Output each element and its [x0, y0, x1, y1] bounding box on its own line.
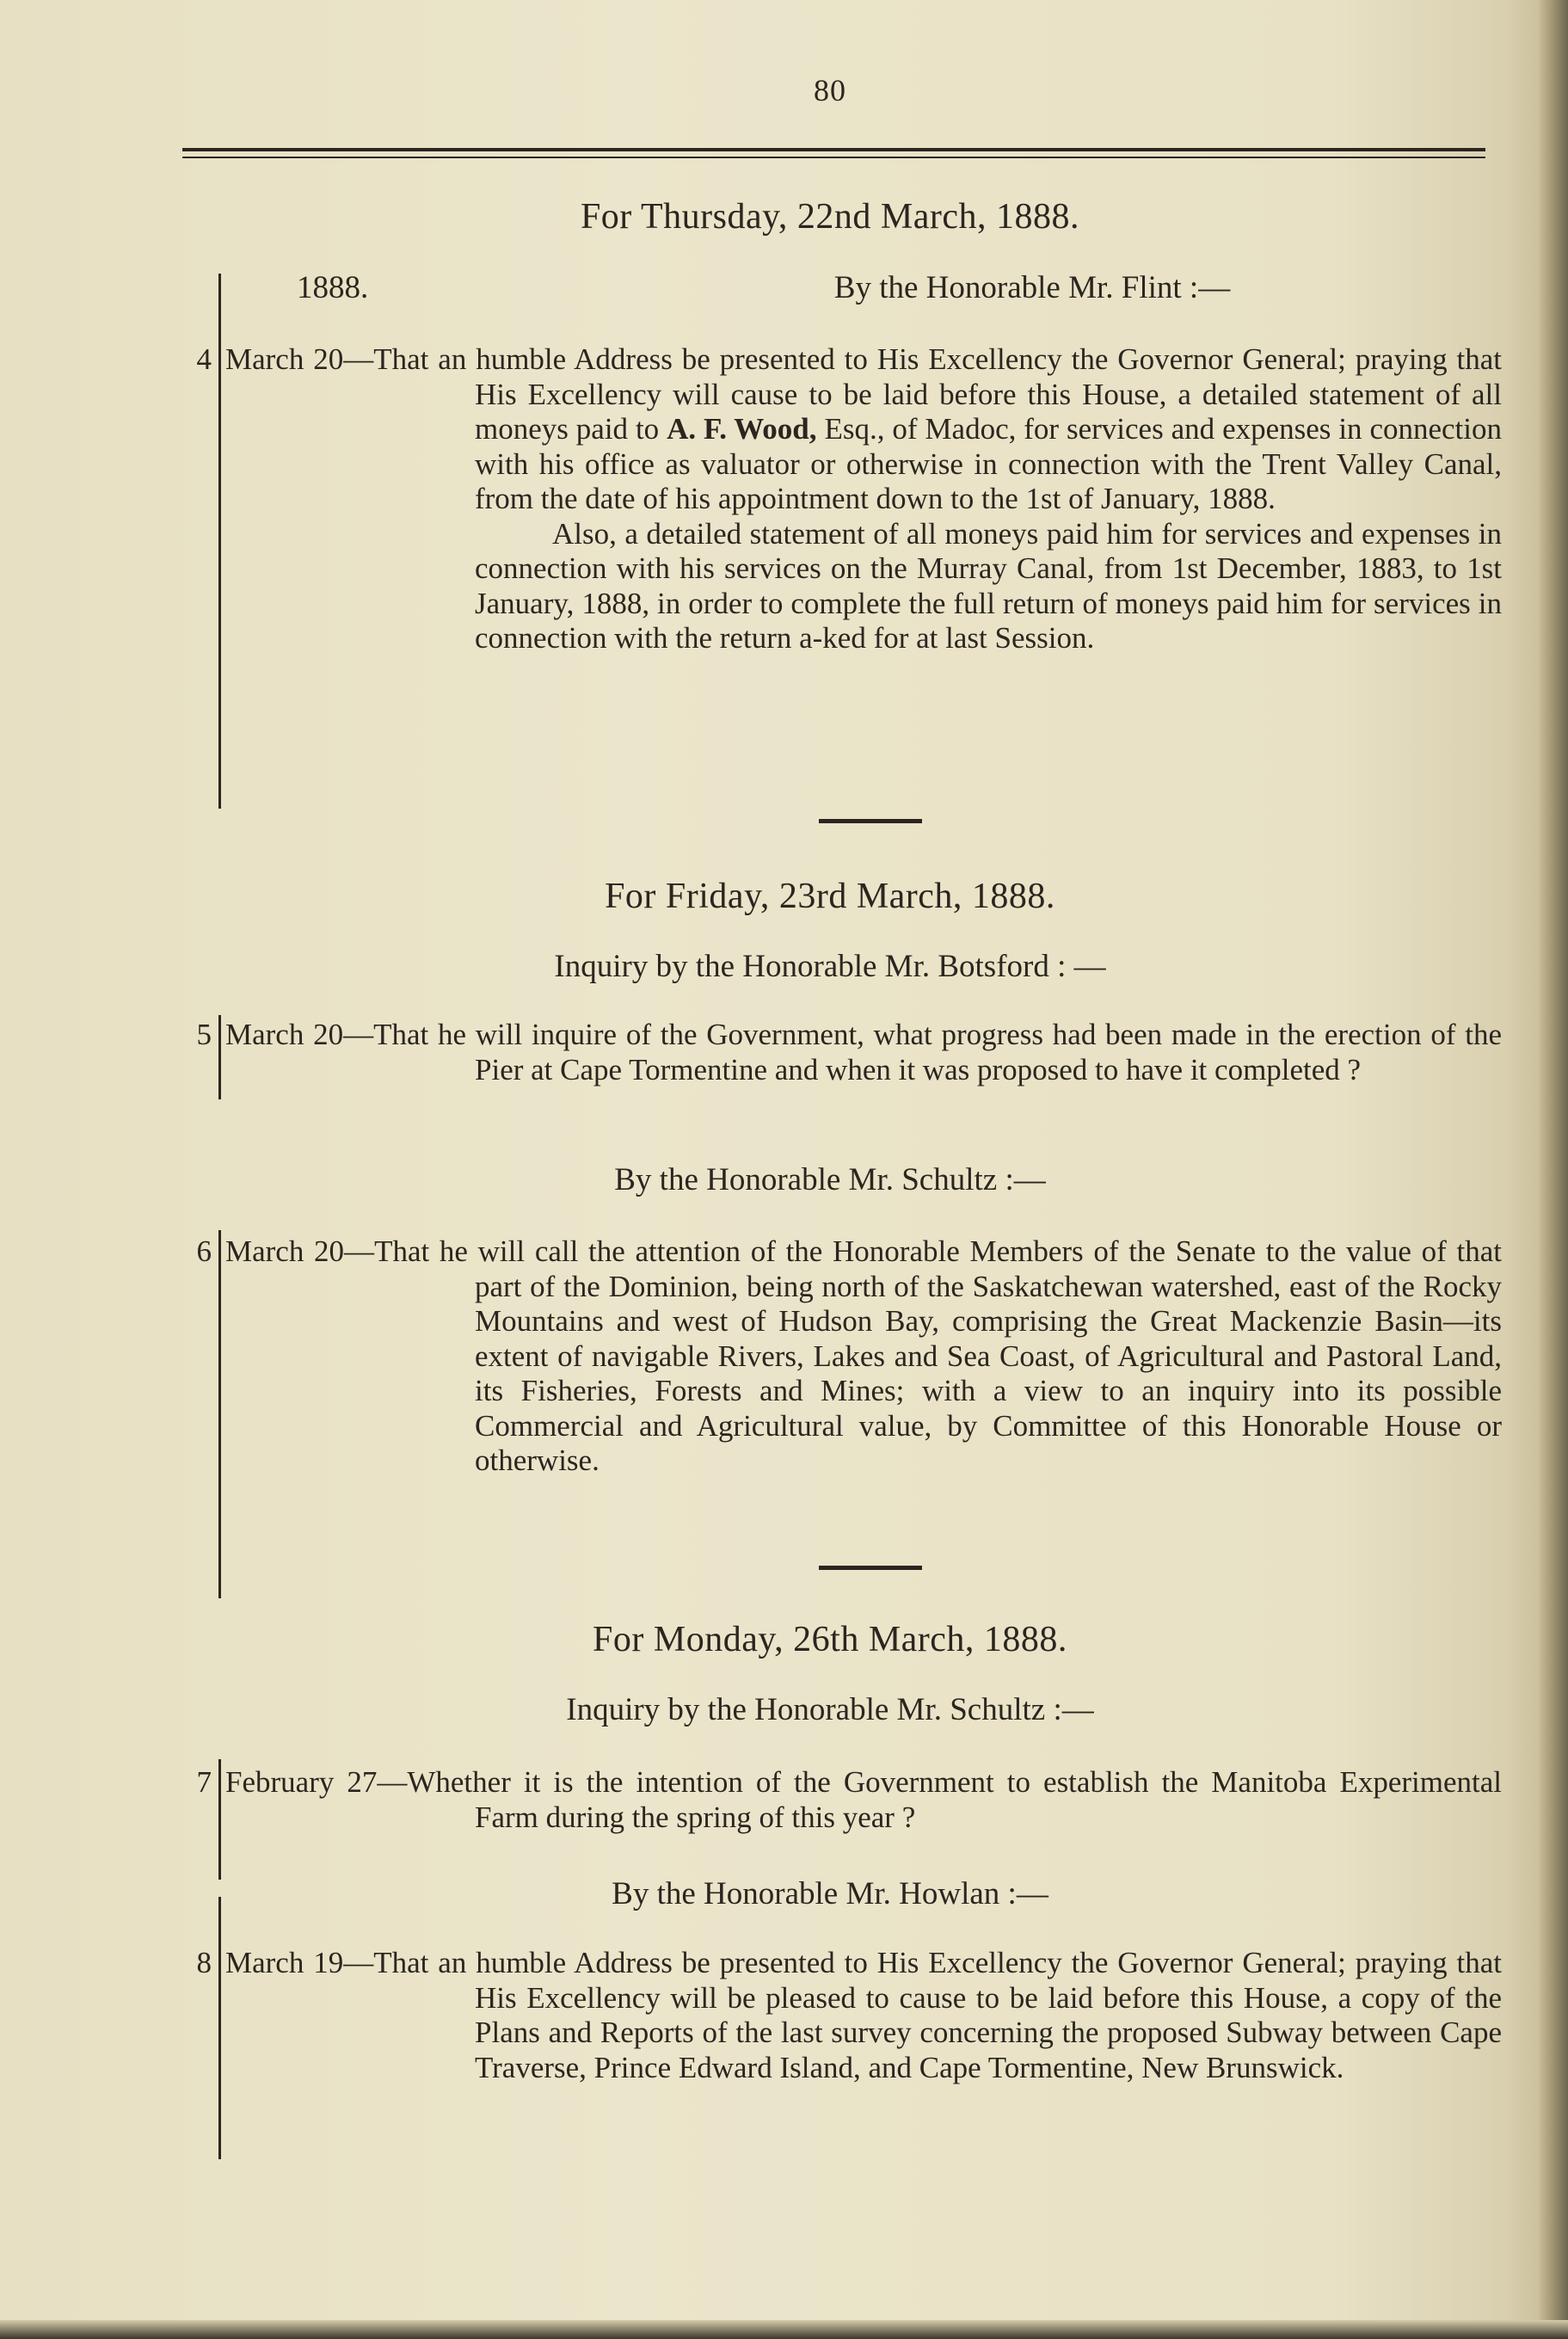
section-heading-monday: For Monday, 26th March, 1888. — [593, 1620, 1067, 1659]
margin-bar — [218, 274, 221, 809]
entry-motion-4 — [225, 342, 1502, 656]
entry-body: Whether it is the intention of the Government to establish the Manitoba Experimental Farm during the spring of this year ? — [407, 1765, 1502, 1834]
page-number: 80 — [814, 73, 846, 108]
entry-inquiry-5 — [225, 1018, 1502, 1087]
entry-body-cont: Esq., of Madoc, for services and expenses in connection with his office as valuator or otherwise in connection with the Trent Valley Canal, from the date of his appointment down to the 1st of January, 1888. — [475, 412, 1503, 515]
section-heading-thursday: For Thursday, 22nd March, 1888. — [580, 197, 1080, 237]
margin-bar — [218, 1897, 221, 2159]
entry-date: March 20— — [225, 1018, 374, 1051]
entry-motion-6 — [225, 1234, 1502, 1479]
entry-paragraph-2: Also, a detailed statement of all moneys paid him for services and expenses in connection with his services on the Murray Canal, from 1st December, 1883, to 1st January, 1888, in order to complete the full return of moneys paid him for services in connection with the return a-ked for at last Session. — [475, 516, 1502, 655]
entry-number: 4 — [196, 342, 212, 376]
entry-body: That he will inquire of the Government, what progress had been made in the erection of the Pier at Cape Tormentine and when it was proposed to have it completed ? — [373, 1018, 1502, 1086]
entry-body: That an humble Address be presented to His Excellency the Governor General; praying that His Excellency will cause to be laid before this House, a detailed statement of all moneys paid to — [373, 342, 1502, 446]
entry-date: March 20— — [225, 342, 374, 376]
entry-date: March 19— — [225, 1946, 374, 1979]
margin-bar — [218, 1759, 221, 1880]
year-label: 1888. — [297, 270, 369, 305]
entry-date: March 20— — [225, 1234, 375, 1268]
subheading-schultz: By the Honorable Mr. Schultz :— — [614, 1162, 1046, 1197]
margin-bar — [218, 1015, 221, 1099]
entry-number: 8 — [196, 1946, 212, 1979]
entry-date: February 27— — [225, 1765, 408, 1799]
entry-inquiry-7 — [225, 1765, 1502, 1835]
entry-body: That he will call the attention of the Honorable Members of the Senate to the value of that part of the Dominion, being north of the Saskatchewan watershed, east of the Rocky Mountains and west of Hudson Bay, comprising the Great Mackenzie Basin—its extent of navigable Rivers, Lakes and Sea Coast, of Agricultural and Pastoral Land, its Fisheries, Forests and Mines; with a view to an inquiry into its possible Commercial and Agricultural value, by Committee of this Honorable House or otherwise. — [374, 1234, 1502, 1477]
section-divider — [819, 1566, 922, 1570]
entry-bold-name: A. F. Wood, — [667, 412, 817, 446]
entry-body: That an humble Address be presented to His Excellency the Governor General; praying that His Excellency will be pleased to cause to be laid before this House, a copy of the Plans and Reports of the last survey concerning the proposed Subway between Cape Traverse, Prince Edward Island, and Cape Tormentine, New Brunswick. — [373, 1946, 1502, 2084]
entry-number: 6 — [196, 1234, 212, 1268]
header-rule-thin — [182, 157, 1485, 158]
entry-motion-8 — [225, 1946, 1502, 2085]
header-rule — [182, 148, 1485, 151]
page-bottom-edge — [0, 2320, 1568, 2339]
entry-number: 5 — [196, 1018, 212, 1051]
margin-bar — [218, 1230, 221, 1598]
section-heading-friday: For Friday, 23rd March, 1888. — [605, 877, 1055, 916]
entry-number: 7 — [196, 1765, 212, 1799]
subheading-schultz-inquiry: Inquiry by the Honorable Mr. Schultz :— — [566, 1692, 1094, 1727]
subheading-flint: By the Honorable Mr. Flint :— — [833, 270, 1231, 305]
subheading-botsford: Inquiry by the Honorable Mr. Botsford : — — [554, 949, 1106, 984]
subheading-howlan: By the Honorable Mr. Howlan :— — [612, 1876, 1048, 1911]
section-divider — [819, 819, 922, 823]
